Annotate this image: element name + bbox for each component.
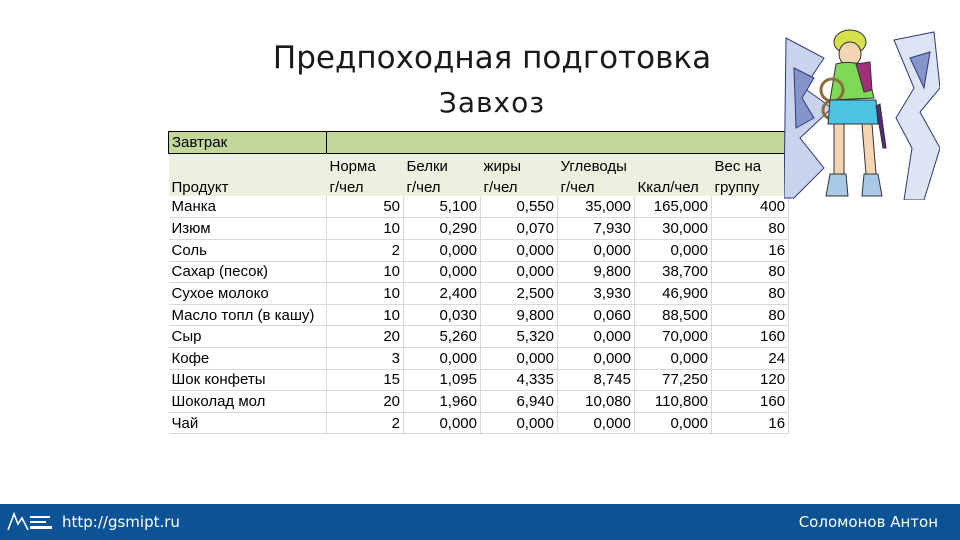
product-name-cell: Сыр xyxy=(169,326,327,348)
value-cell: 0,000 xyxy=(558,347,635,369)
table-body xyxy=(169,196,789,434)
product-name-cell: Манка xyxy=(169,196,327,218)
table-row xyxy=(169,347,789,369)
value-cell: 10 xyxy=(327,261,404,283)
table-row xyxy=(169,196,789,218)
header-cell: г/чел xyxy=(327,175,404,197)
table-row xyxy=(169,239,789,261)
product-name-cell: Масло топл (в кашу) xyxy=(169,304,327,326)
value-cell: 10 xyxy=(327,283,404,305)
value-cell: 7,930 xyxy=(558,218,635,240)
value-cell: 5,100 xyxy=(404,196,481,218)
value-cell: 10 xyxy=(327,218,404,240)
section-label: Завтрак xyxy=(169,132,327,154)
value-cell: 80 xyxy=(712,283,789,305)
product-name-cell: Кофе xyxy=(169,347,327,369)
table-row xyxy=(169,391,789,413)
value-cell: 0,000 xyxy=(558,412,635,434)
product-name-cell: Соль xyxy=(169,239,327,261)
value-cell: 10 xyxy=(327,304,404,326)
header-cell: жиры xyxy=(481,153,558,175)
food-table xyxy=(168,131,789,434)
value-cell: 0,070 xyxy=(481,218,558,240)
value-cell: 0,550 xyxy=(481,196,558,218)
table-row xyxy=(169,412,789,434)
header-cell: г/чел xyxy=(558,175,635,197)
header-cell xyxy=(635,153,712,175)
value-cell: 16 xyxy=(712,239,789,261)
header-cell: Вес на xyxy=(712,153,789,175)
value-cell: 88,500 xyxy=(635,304,712,326)
value-cell: 0,030 xyxy=(404,304,481,326)
value-cell: 160 xyxy=(712,326,789,348)
header-cell: Ккал/чел xyxy=(635,175,712,197)
value-cell: 3 xyxy=(327,347,404,369)
value-cell: 0,000 xyxy=(481,347,558,369)
header-cell: г/чел xyxy=(404,175,481,197)
table-row xyxy=(169,304,789,326)
table-row xyxy=(169,261,789,283)
value-cell: 16 xyxy=(712,412,789,434)
value-cell: 70,000 xyxy=(635,326,712,348)
table-row xyxy=(169,283,789,305)
value-cell: 1,960 xyxy=(404,391,481,413)
value-cell: 0,000 xyxy=(481,261,558,283)
site-url[interactable]: http://gsmipt.ru xyxy=(62,513,180,531)
header-row-bottom xyxy=(169,175,789,197)
value-cell: 5,320 xyxy=(481,326,558,348)
value-cell: 0,000 xyxy=(558,239,635,261)
value-cell: 77,250 xyxy=(635,369,712,391)
product-name-cell: Шок конфеты xyxy=(169,369,327,391)
header-cell: Белки xyxy=(404,153,481,175)
value-cell: 80 xyxy=(712,218,789,240)
value-cell: 38,700 xyxy=(635,261,712,283)
value-cell: 2,400 xyxy=(404,283,481,305)
header-cell: Продукт xyxy=(169,175,327,197)
value-cell: 20 xyxy=(327,326,404,348)
header-cell xyxy=(169,153,327,175)
author-name: Соломонов Антон xyxy=(798,513,938,531)
climber-illustration xyxy=(784,28,940,200)
header-cell: Углеводы xyxy=(558,153,635,175)
value-cell: 50 xyxy=(327,196,404,218)
value-cell: 160 xyxy=(712,391,789,413)
value-cell: 0,290 xyxy=(404,218,481,240)
header-row-top xyxy=(169,153,789,175)
value-cell: 0,000 xyxy=(635,239,712,261)
value-cell: 35,000 xyxy=(558,196,635,218)
value-cell: 0,000 xyxy=(635,412,712,434)
value-cell: 6,940 xyxy=(481,391,558,413)
header-cell: Норма xyxy=(327,153,404,175)
section-row xyxy=(169,132,789,154)
table-row xyxy=(169,369,789,391)
footer-bar xyxy=(0,504,960,540)
value-cell: 0,060 xyxy=(558,304,635,326)
header-cell: г/чел xyxy=(481,175,558,197)
product-name-cell: Шоколад мол xyxy=(169,391,327,413)
value-cell: 0,000 xyxy=(558,326,635,348)
value-cell: 0,000 xyxy=(404,347,481,369)
value-cell: 30,000 xyxy=(635,218,712,240)
value-cell: 46,900 xyxy=(635,283,712,305)
value-cell: 5,260 xyxy=(404,326,481,348)
value-cell: 9,800 xyxy=(481,304,558,326)
slide-subtitle: Завхоз xyxy=(438,86,546,119)
table-row xyxy=(169,218,789,240)
value-cell: 0,000 xyxy=(635,347,712,369)
value-cell: 400 xyxy=(712,196,789,218)
value-cell: 165,000 xyxy=(635,196,712,218)
header-cell: группу xyxy=(712,175,789,197)
value-cell: 1,095 xyxy=(404,369,481,391)
table-row xyxy=(169,326,789,348)
value-cell: 110,800 xyxy=(635,391,712,413)
value-cell: 10,080 xyxy=(558,391,635,413)
value-cell: 0,000 xyxy=(404,239,481,261)
value-cell: 4,335 xyxy=(481,369,558,391)
product-name-cell: Изюм xyxy=(169,218,327,240)
value-cell: 0,000 xyxy=(481,412,558,434)
product-name-cell: Чай xyxy=(169,412,327,434)
value-cell: 2 xyxy=(327,239,404,261)
value-cell: 80 xyxy=(712,261,789,283)
value-cell: 2,500 xyxy=(481,283,558,305)
value-cell: 20 xyxy=(327,391,404,413)
value-cell: 15 xyxy=(327,369,404,391)
slide-title: Предпоходная подготовка xyxy=(272,40,712,76)
value-cell: 2 xyxy=(327,412,404,434)
value-cell: 3,930 xyxy=(558,283,635,305)
value-cell: 0,000 xyxy=(404,412,481,434)
product-name-cell: Сахар (песок) xyxy=(169,261,327,283)
value-cell: 0,000 xyxy=(404,261,481,283)
product-name-cell: Сухое молоко xyxy=(169,283,327,305)
section-fill xyxy=(327,132,789,154)
value-cell: 0,000 xyxy=(481,239,558,261)
value-cell: 80 xyxy=(712,304,789,326)
value-cell: 24 xyxy=(712,347,789,369)
value-cell: 9,800 xyxy=(558,261,635,283)
value-cell: 8,745 xyxy=(558,369,635,391)
value-cell: 120 xyxy=(712,369,789,391)
mipt-logo xyxy=(6,510,54,534)
